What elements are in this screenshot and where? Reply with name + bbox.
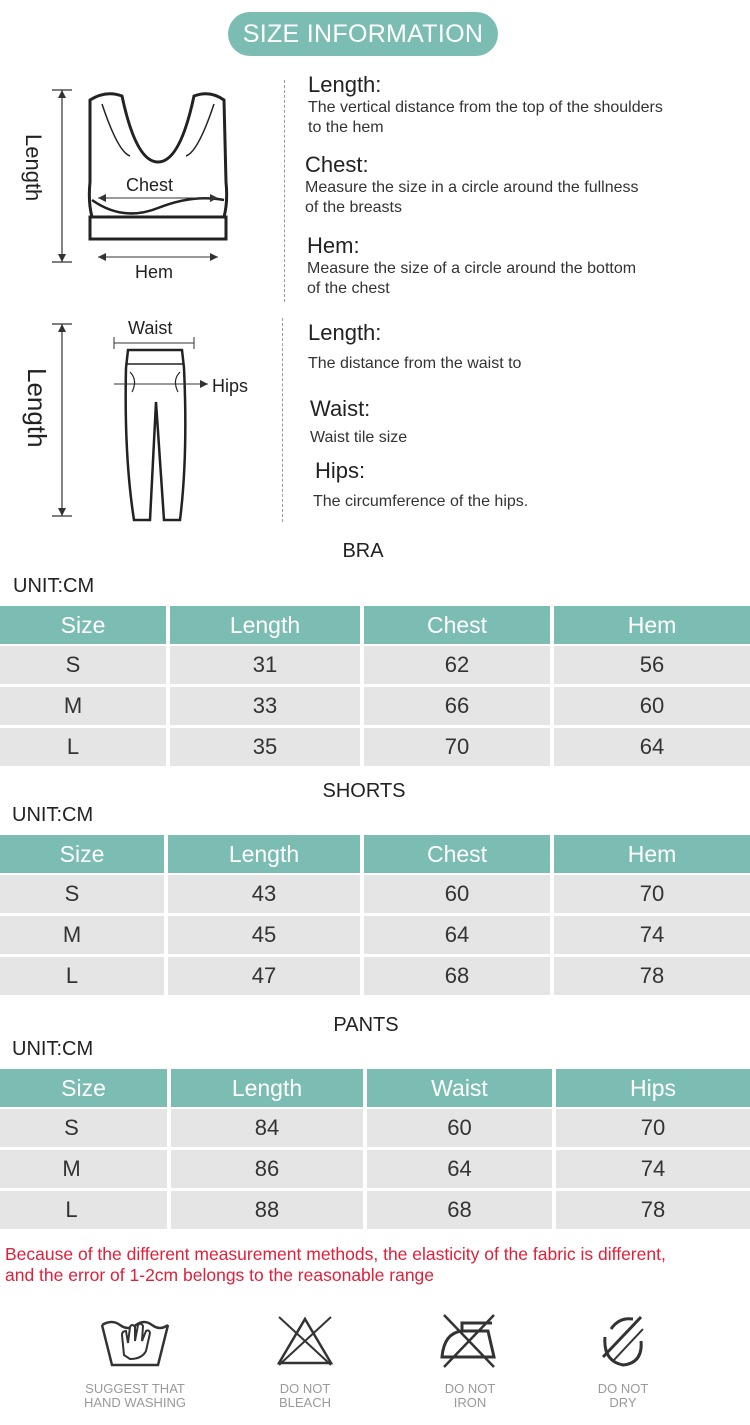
table-cell: S bbox=[0, 875, 164, 913]
table-cell: M bbox=[0, 687, 166, 725]
table-cell: 64 bbox=[364, 916, 550, 954]
measure-title: Waist: bbox=[310, 396, 371, 421]
table-header-cell: Hips bbox=[556, 1069, 750, 1107]
unit-label: UNIT:CM bbox=[12, 804, 94, 826]
table-cell: L bbox=[0, 957, 164, 995]
table-row bbox=[0, 687, 750, 725]
table-cell: 33 bbox=[170, 687, 360, 725]
pants-waist-label: Waist bbox=[128, 318, 173, 338]
table-cell: 64 bbox=[367, 1150, 552, 1188]
table-header-cell: Waist bbox=[367, 1069, 552, 1107]
page-title: SIZE INFORMATION bbox=[228, 12, 498, 56]
table-header-cell: Size bbox=[0, 606, 166, 644]
table-title-shorts: SHORTS bbox=[322, 780, 406, 802]
measure-desc: Measure the size in a circle around the fullness of the breasts bbox=[305, 179, 639, 216]
care-label: DO NOT BLEACH bbox=[278, 1381, 332, 1410]
table-row bbox=[0, 957, 750, 995]
measure-desc: The vertical distance from the top of the shoulders to the hem bbox=[308, 99, 663, 136]
care-label: DO NOT IRON bbox=[444, 1381, 496, 1410]
table-cell: M bbox=[0, 916, 164, 954]
table-header-row bbox=[0, 1069, 750, 1107]
care-item-do-not-dry bbox=[573, 1305, 673, 1420]
bra-length-label: Length bbox=[21, 134, 46, 202]
table-cell: 78 bbox=[556, 1191, 750, 1229]
care-item-hand-wash bbox=[70, 1305, 200, 1420]
measure-desc: The circumference of the hips. bbox=[313, 493, 529, 510]
table-cell: 84 bbox=[171, 1109, 363, 1147]
table-cell: 74 bbox=[556, 1150, 750, 1188]
unit-label: UNIT:CM bbox=[13, 575, 95, 597]
table-row bbox=[0, 1109, 750, 1147]
table-cell: 56 bbox=[554, 646, 750, 684]
care-item-do-not-iron bbox=[420, 1305, 520, 1420]
table-header-row bbox=[0, 835, 750, 873]
bra-divider bbox=[284, 80, 285, 302]
table-cell: 45 bbox=[168, 916, 360, 954]
table-cell: 60 bbox=[367, 1109, 552, 1147]
bra-measure-hem bbox=[307, 233, 636, 299]
care-instructions bbox=[0, 1305, 750, 1420]
bra-chest-label: Chest bbox=[126, 175, 174, 195]
pants-diagram bbox=[18, 316, 268, 526]
table-title-pants: PANTS bbox=[333, 1014, 399, 1036]
table-row bbox=[0, 875, 750, 913]
table-cell: 70 bbox=[556, 1109, 750, 1147]
bra-diagram bbox=[18, 82, 268, 292]
table-header-cell: Length bbox=[170, 606, 360, 644]
table-cell: 68 bbox=[364, 957, 550, 995]
do-not-bleach-icon bbox=[275, 1313, 335, 1367]
table-cell: 70 bbox=[364, 728, 550, 766]
measurement-warning: Because of the different measurement methods, the elasticity of the fabric is different, and the error of 1-2cm belongs to the reasonable range bbox=[5, 1244, 666, 1285]
table-cell: L bbox=[0, 728, 166, 766]
table-header-cell: Hem bbox=[554, 835, 750, 873]
table-cell: 66 bbox=[364, 687, 550, 725]
care-label: DO NOT DRY bbox=[597, 1381, 649, 1410]
table-cell: 78 bbox=[554, 957, 750, 995]
pants-length-label: Length bbox=[22, 368, 52, 448]
table-cell: 70 bbox=[554, 875, 750, 913]
pants-measure-hips bbox=[315, 458, 528, 512]
table-header-cell: Chest bbox=[364, 835, 550, 873]
pants-measure-waist bbox=[310, 396, 407, 448]
hand-wash-icon bbox=[98, 1311, 172, 1371]
measure-title: Hem: bbox=[307, 233, 360, 258]
table-cell: 43 bbox=[168, 875, 360, 913]
table-cell: L bbox=[0, 1191, 167, 1229]
care-label: SUGGEST THAT HAND WASHING bbox=[83, 1381, 187, 1410]
pants-measure-length bbox=[308, 320, 521, 374]
table-cell: 47 bbox=[168, 957, 360, 995]
table-cell: 62 bbox=[364, 646, 550, 684]
table-header-cell: Length bbox=[168, 835, 360, 873]
do-not-dry-icon bbox=[593, 1311, 653, 1371]
table-cell: 35 bbox=[170, 728, 360, 766]
measure-desc: The distance from the waist to bbox=[308, 355, 522, 372]
pants-outline-graphic bbox=[18, 316, 268, 526]
unit-label: UNIT:CM bbox=[12, 1038, 94, 1060]
table-cell: 31 bbox=[170, 646, 360, 684]
table-header-cell: Chest bbox=[364, 606, 550, 644]
table-cell: S bbox=[0, 646, 166, 684]
table-cell: 64 bbox=[554, 728, 750, 766]
measure-title: Length: bbox=[308, 72, 382, 97]
pants-hips-label: Hips bbox=[212, 376, 249, 396]
table-header-cell: Size bbox=[0, 1069, 167, 1107]
table-cell: 60 bbox=[364, 875, 550, 913]
table-row bbox=[0, 1150, 750, 1188]
table-cell: 60 bbox=[554, 687, 750, 725]
table-row bbox=[0, 646, 750, 684]
table-header-cell: Length bbox=[171, 1069, 363, 1107]
table-cell: 74 bbox=[554, 916, 750, 954]
table-cell: S bbox=[0, 1109, 167, 1147]
measure-title: Hips: bbox=[315, 458, 366, 483]
measure-title: Length: bbox=[308, 320, 382, 345]
bra-measure-chest bbox=[305, 152, 639, 218]
bra-measure-length bbox=[308, 72, 663, 138]
table-row bbox=[0, 728, 750, 766]
table-cell: 88 bbox=[171, 1191, 363, 1229]
measure-title: Chest: bbox=[305, 152, 369, 177]
table-cell: M bbox=[0, 1150, 167, 1188]
table-header-cell: Size bbox=[0, 835, 164, 873]
table-cell: 68 bbox=[367, 1191, 552, 1229]
table-cell: 86 bbox=[171, 1150, 363, 1188]
table-title-bra: BRA bbox=[342, 540, 384, 562]
measure-desc: Waist tile size bbox=[310, 429, 408, 446]
bra-hem-label: Hem bbox=[135, 262, 174, 282]
pants-divider bbox=[282, 318, 283, 522]
care-item-do-not-bleach bbox=[255, 1305, 355, 1420]
do-not-iron-icon bbox=[436, 1311, 502, 1371]
measure-desc: Measure the size of a circle around the bottom of the chest bbox=[307, 260, 637, 297]
table-header-cell: Hem bbox=[554, 606, 750, 644]
table-row bbox=[0, 1191, 750, 1229]
table-row bbox=[0, 916, 750, 954]
table-header-row bbox=[0, 606, 750, 644]
